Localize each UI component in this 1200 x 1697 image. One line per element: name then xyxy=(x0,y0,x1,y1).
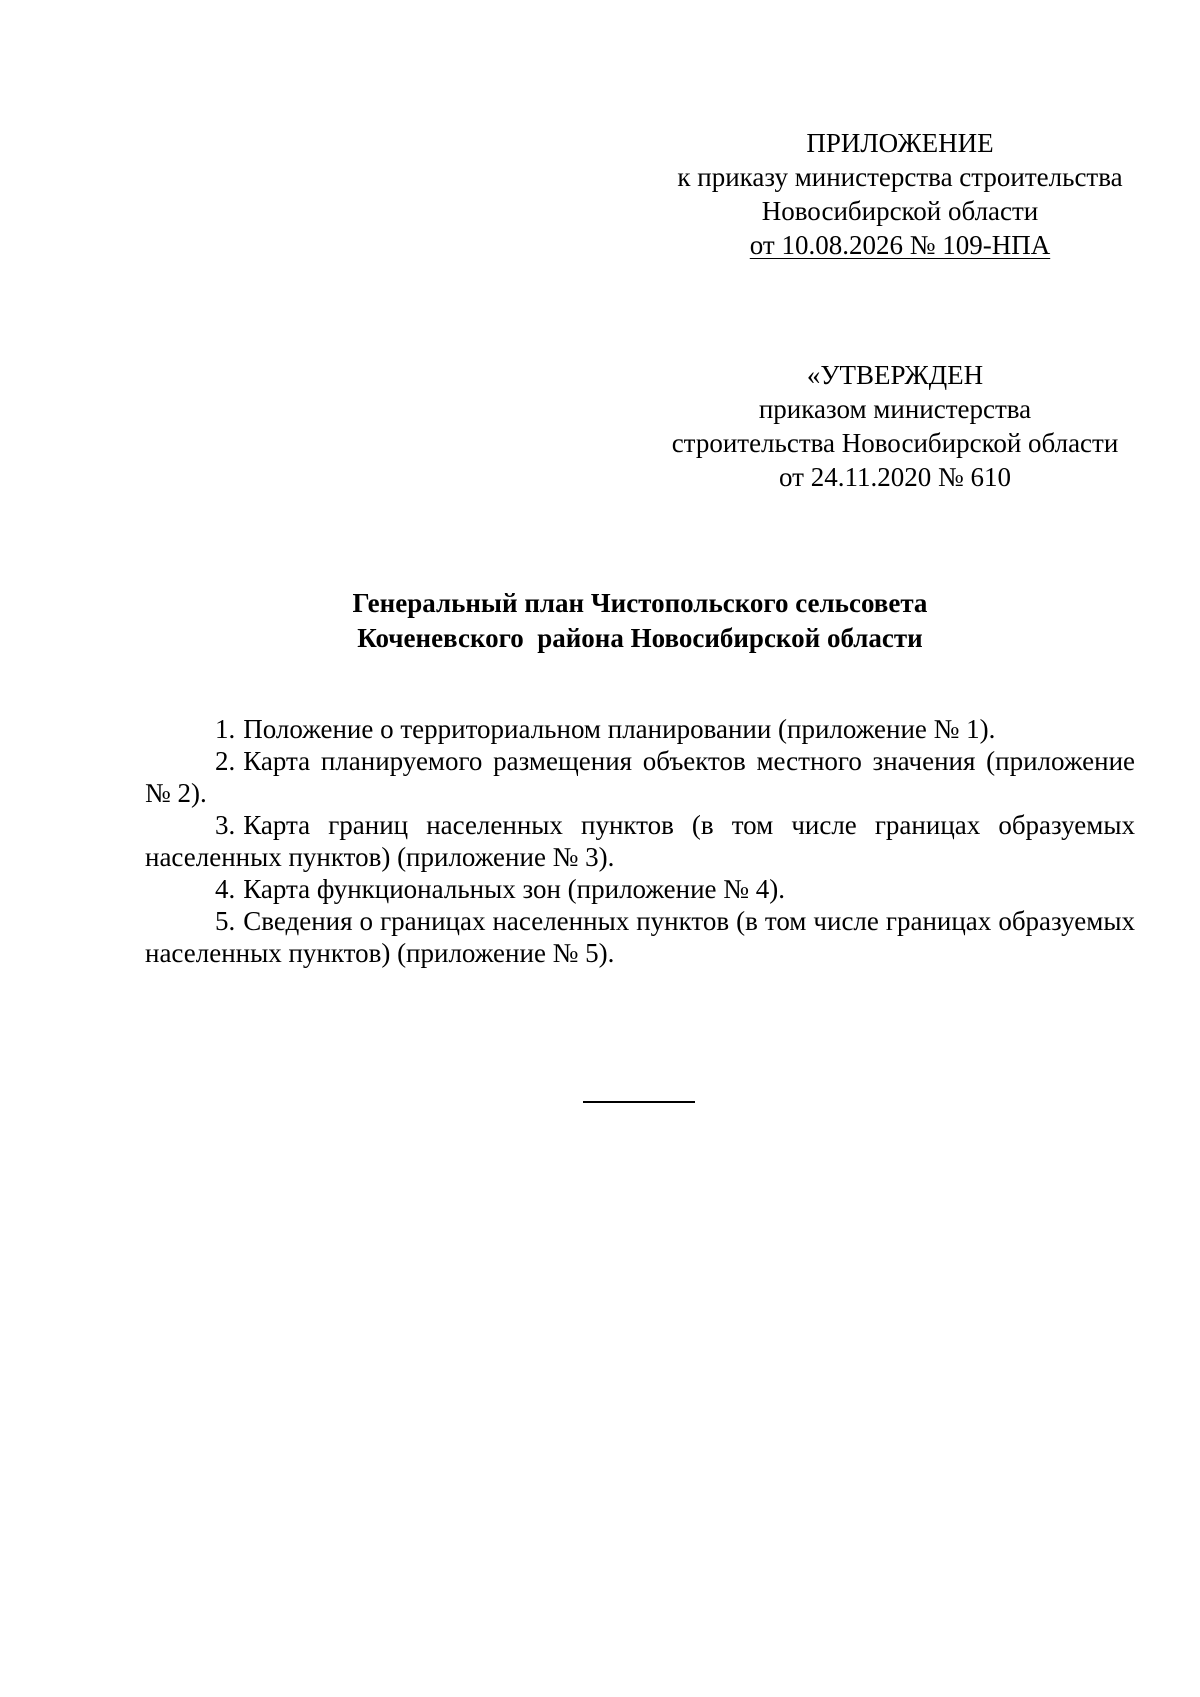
list-item-number: 3. xyxy=(215,810,236,840)
appendix-line-1: к приказу министерства строительства xyxy=(677,162,1123,192)
list-item-text: Положение о территориальном планировании (приложение № 1). xyxy=(243,714,996,744)
list-item-text: Сведения о границах населенных пунктов (в том числе границах образуемых населенных пунктов) (приложение № 5). xyxy=(145,906,1135,968)
title-line-1: Генеральный план Чистопольского сельсовета xyxy=(352,588,928,618)
list-item xyxy=(145,905,1135,969)
approved-line-2: строительства Новосибирской области xyxy=(671,428,1119,458)
approval-stamp-text xyxy=(650,358,1140,494)
approved-order-ref: от 24.11.2020 № 610 xyxy=(779,462,1011,492)
list-item xyxy=(145,713,1135,745)
appendix-list xyxy=(145,713,1135,969)
list-item xyxy=(145,873,1135,905)
approved-line-1: приказом министерства xyxy=(758,394,1032,424)
end-of-document-divider xyxy=(583,1101,695,1103)
list-item-text: Карта планируемого размещения объектов местного значения (приложение № 2). xyxy=(145,746,1135,808)
list-item-number: 1. xyxy=(215,714,236,744)
document-title xyxy=(145,586,1135,656)
list-item-text: Карта функциональных зон (приложение № 4). xyxy=(243,874,786,904)
list-item-number: 2. xyxy=(215,746,236,776)
list-item-number: 5. xyxy=(215,906,236,936)
list-item-number: 4. xyxy=(215,874,236,904)
list-item-text: Карта границ населенных пунктов (в том числе границах образуемых населенных пунктов) (приложение № 3). xyxy=(145,810,1135,872)
appendix-line-2: Новосибирской области xyxy=(761,196,1039,226)
title-line-2: Коченевского района Новосибирской области xyxy=(357,623,923,653)
list-item xyxy=(145,745,1135,809)
appendix-order-ref: от 10.08.2026 № 109-НПА xyxy=(749,230,1051,260)
appendix-heading: ПРИЛОЖЕНИЕ xyxy=(806,128,994,158)
approved-heading: «УТВЕРЖДЕН xyxy=(806,360,984,390)
list-item xyxy=(145,809,1135,873)
appendix-header xyxy=(660,126,1140,262)
